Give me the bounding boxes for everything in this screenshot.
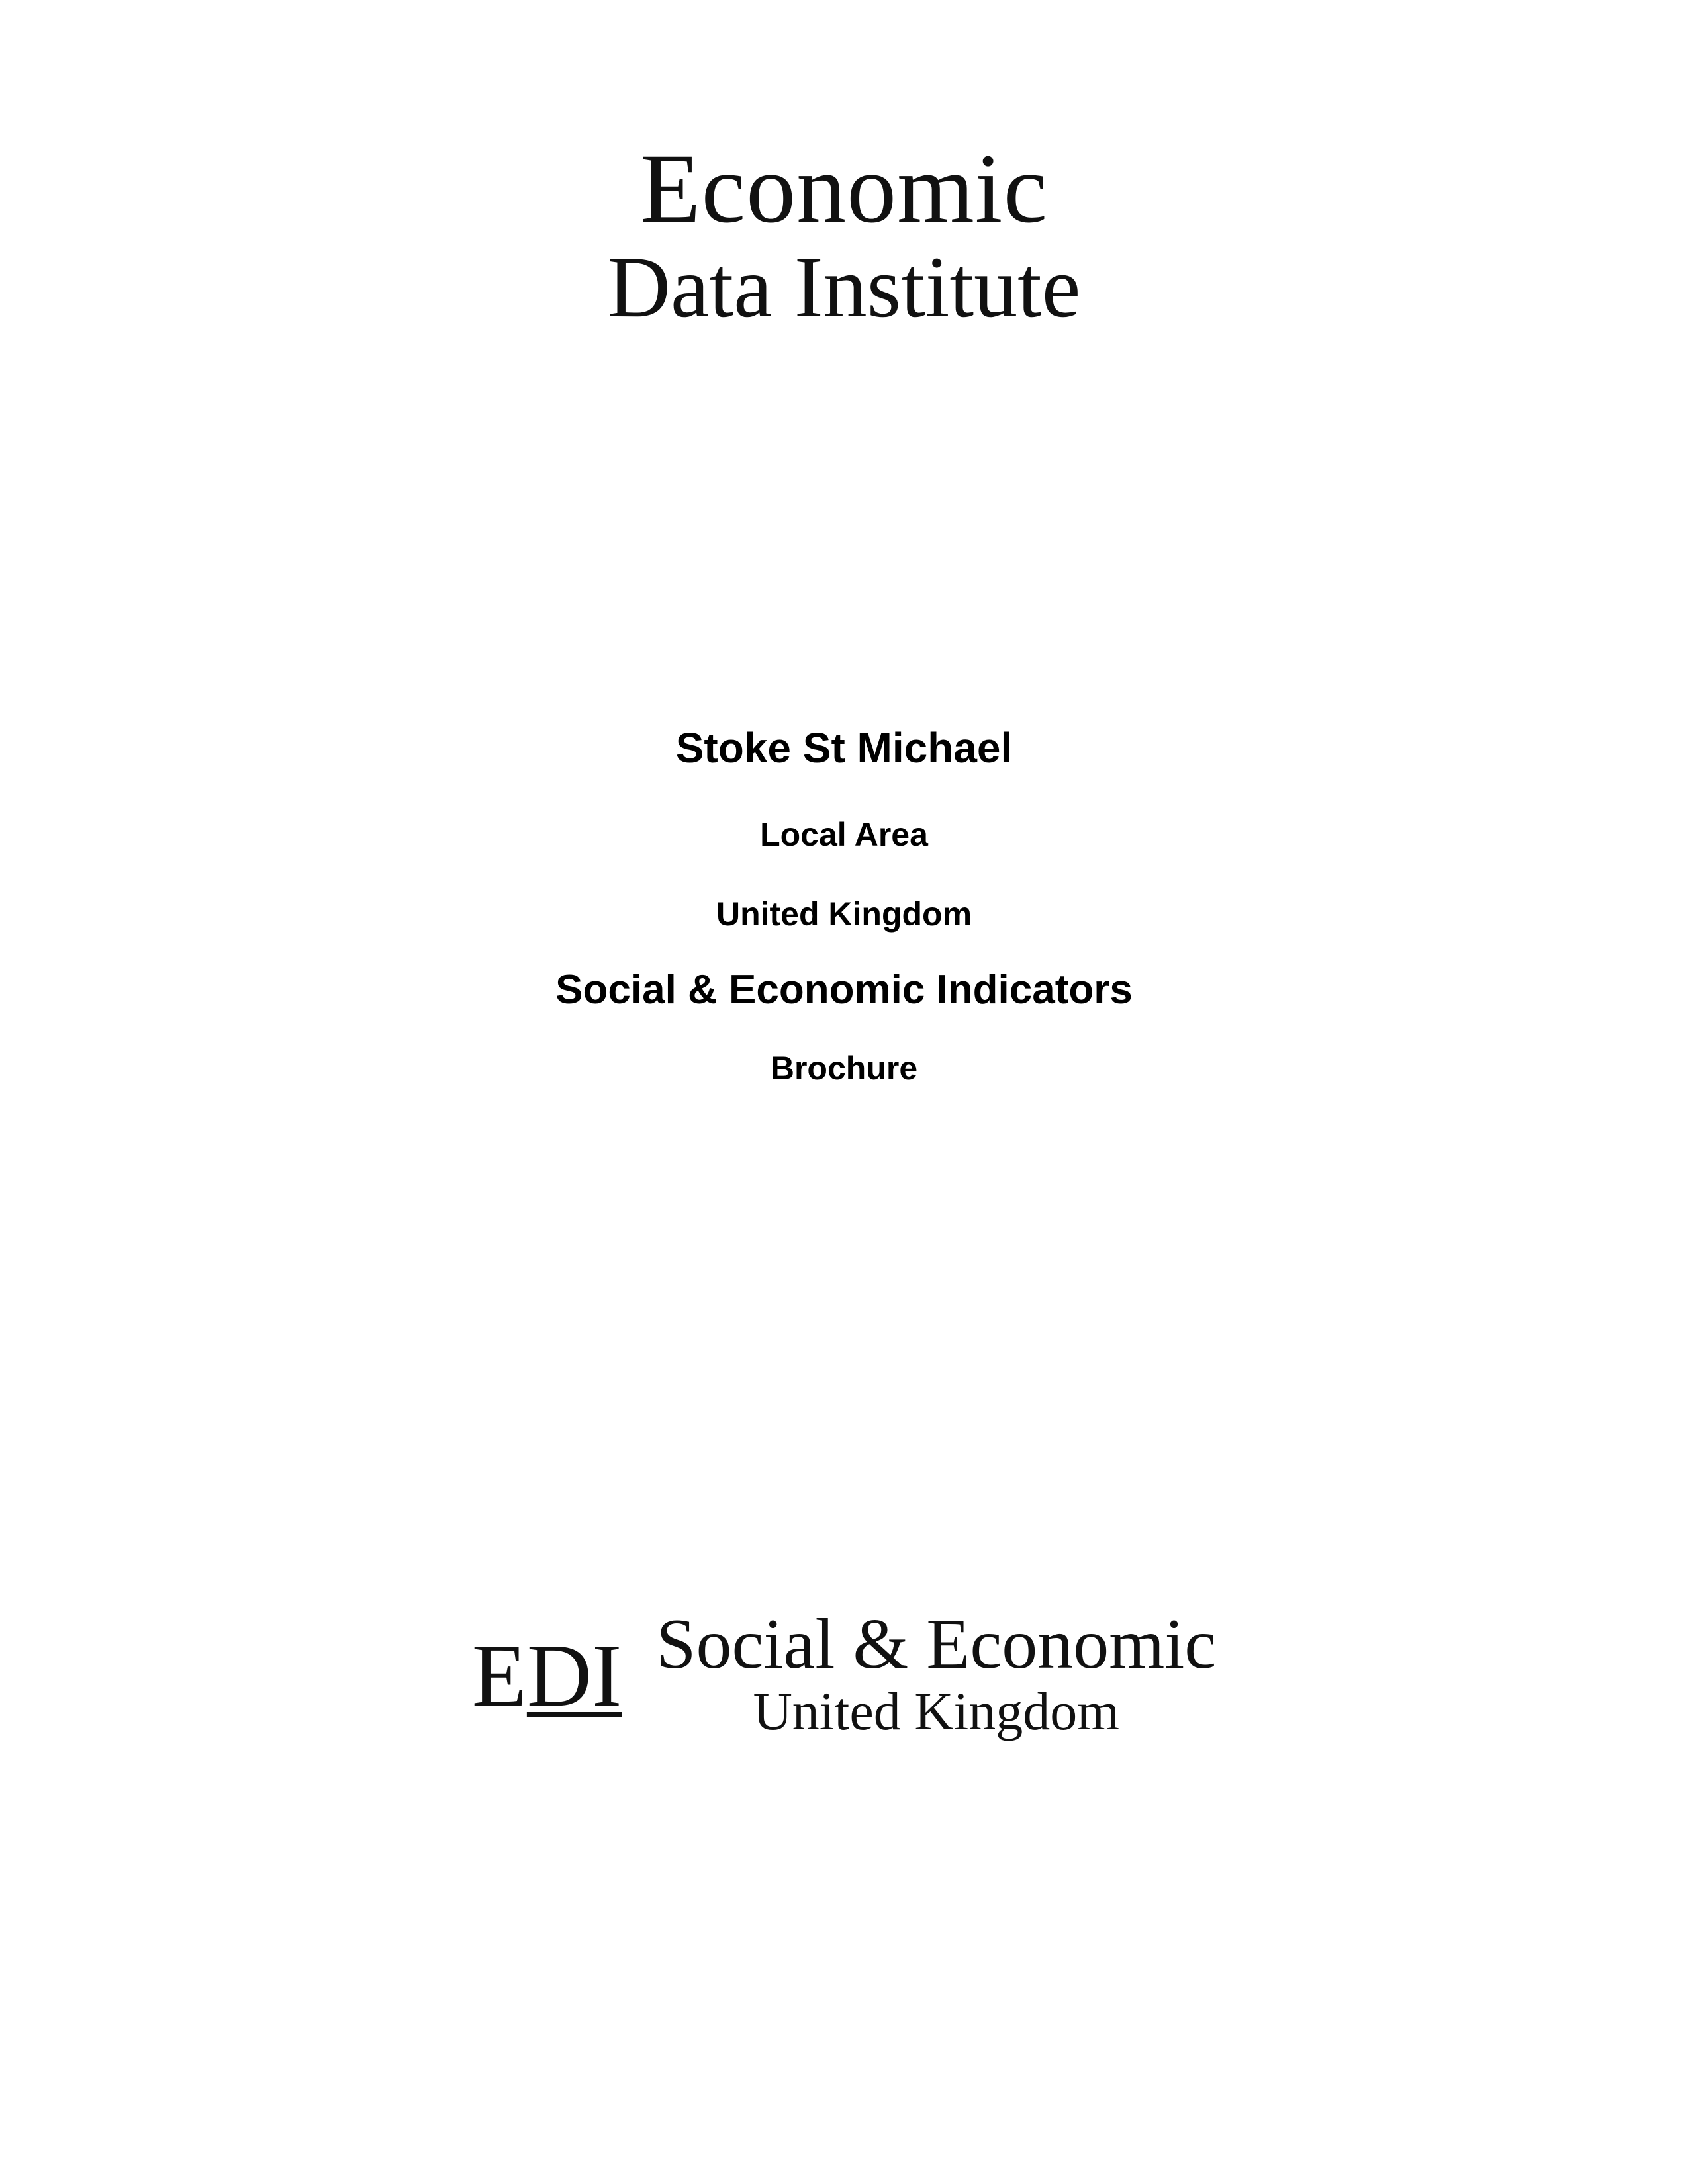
document-type-label: Brochure (770, 1049, 918, 1087)
cover-title-block (0, 721, 1688, 1089)
page-title: Stoke St Michael (675, 724, 1013, 772)
edi-wordmark-line-2: United Kingdom (753, 1681, 1120, 1742)
edi-monogram-di: DI (526, 1626, 622, 1725)
masthead-logo (0, 134, 1688, 336)
edi-monogram-e: E (471, 1626, 527, 1725)
edi-wordmark (656, 1605, 1217, 1742)
edi-monogram (471, 1626, 622, 1725)
masthead-line-2: Data Institute (607, 238, 1081, 336)
footer-brand-logo (0, 1605, 1688, 1742)
country-label: United Kingdom (716, 895, 972, 933)
edi-wordmark-line-1: Social & Economic (656, 1605, 1217, 1684)
subject-label: Social & Economic Indicators (555, 967, 1133, 1013)
masthead-line-1: Economic (639, 134, 1049, 244)
area-label: Local Area (760, 816, 928, 853)
